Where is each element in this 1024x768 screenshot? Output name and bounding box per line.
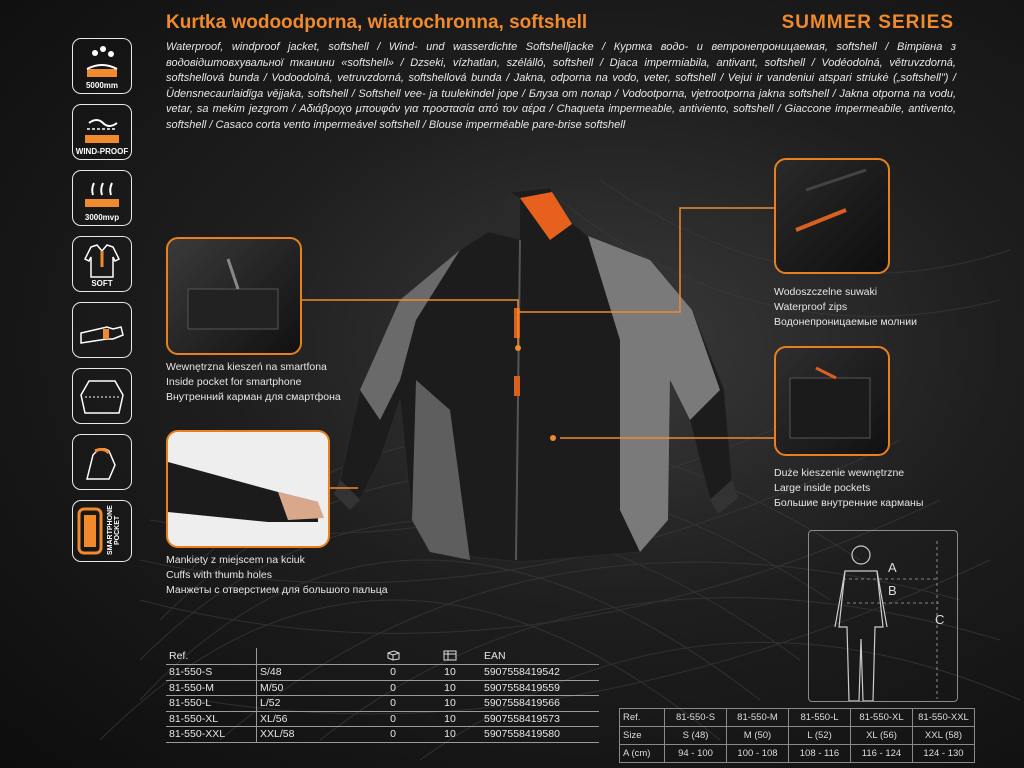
- inside-pocket-photo: [166, 237, 302, 355]
- table-row: 81-550-S S/48 0 10 5907558419542: [166, 665, 599, 681]
- carton-icon: [419, 648, 481, 665]
- smartphone-pocket-icon: SMARTPHONE POCKET: [72, 500, 132, 562]
- inside-pocket-label: Wewnętrzna kieszeń na smartfona Inside pocket for smartphone Внутренний карман для смартфона: [166, 361, 341, 403]
- waterproof-icon: 5000mm: [72, 38, 132, 94]
- table-header-row: Ref. EAN: [166, 648, 599, 665]
- breathable-icon: 3000mvp: [72, 170, 132, 226]
- large-pockets-photo: [774, 346, 890, 456]
- dimension-c-label: C: [935, 612, 945, 627]
- description: Waterproof, windproof jacket, softshell / Wind- und wasserdichte Softshelljacke / Куртка водо- и ветронепроницаемая, softshell / Вітрівна з водовідштовхувальної тканини «softshell» / Dzseki, vízhatlan, szélálló, softshell / Djaca impermiabila, antivant, softshell / Vodéodolná, větruvzdorná, softshellová bunda / Vodoodolná, vetruvzdorná, softshellová bunda / Jakna, odporna na vodo, veter, softshell / Vejui ir vandeniui atspari striukė („softshell") / Ūdensnecaurlaidīga vējjaka, softshell / Softshell vee- ja tuulekindel jope / Блуза от полар / Vodootporna, vjetrootporna jakna softshell / Jakna otporna na vodu, vetar, sa mekim jezgrom / Αδιάβροχο μπουφάν για προστασία από τον αέρα / Chaqueta impermeable, antiviento, softshell / Giaccone impermeabile, antivento, softshell / Casaco corta vento impermeável softshell / Blouse imperméable pare-brise softshell: [166, 41, 956, 131]
- reference-table: [166, 648, 599, 743]
- zips-label: Wodoszczelne suwaki Waterproof zips Водонепроницаемые молнии: [774, 286, 917, 328]
- dimension-b-label: B: [888, 583, 897, 598]
- large-pockets-label: Duże kieszenie wewnętrzne Large inside pockets Большие внутренние карманы: [774, 467, 924, 509]
- table-row: 81-550-L L/52 0 10 5907558419566: [166, 696, 599, 712]
- size-table-row: A (cm) 94 - 100 100 - 108 108 - 116 116 - 124 124 - 130: [620, 745, 975, 763]
- dimension-a-label: A: [888, 560, 897, 575]
- series-label: SUMMER SERIES: [781, 12, 954, 33]
- cuffs-label: Mankiety z miejscem na kciuk Cuffs with thumb holes Манжеты с отверстием для большого пальца: [166, 554, 388, 596]
- size-table: [619, 708, 975, 763]
- cuffs-photo: [166, 430, 330, 548]
- size-table-row: Ref. 81-550-S 81-550-M 81-550-L 81-550-XL 81-550-XXL: [620, 709, 975, 727]
- table-row: 81-550-XL XL/56 0 10 5907558419573: [166, 711, 599, 727]
- wind-proof-icon: WIND-PROOF: [72, 104, 132, 160]
- size-table-row: Size S (48) M (50) L (52) XL (56) XXL (58): [620, 727, 975, 745]
- package-icon: [367, 648, 419, 665]
- zips-photo: [774, 158, 890, 274]
- page-title: Kurtka wodoodporna, wiatrochronna, softshell: [166, 12, 588, 33]
- table-row: 81-550-XXL XXL/58 0 10 5907558419580: [166, 727, 599, 743]
- soft-icon: SOFT: [72, 236, 132, 292]
- table-row: 81-550-M M/50 0 10 5907558419559: [166, 680, 599, 696]
